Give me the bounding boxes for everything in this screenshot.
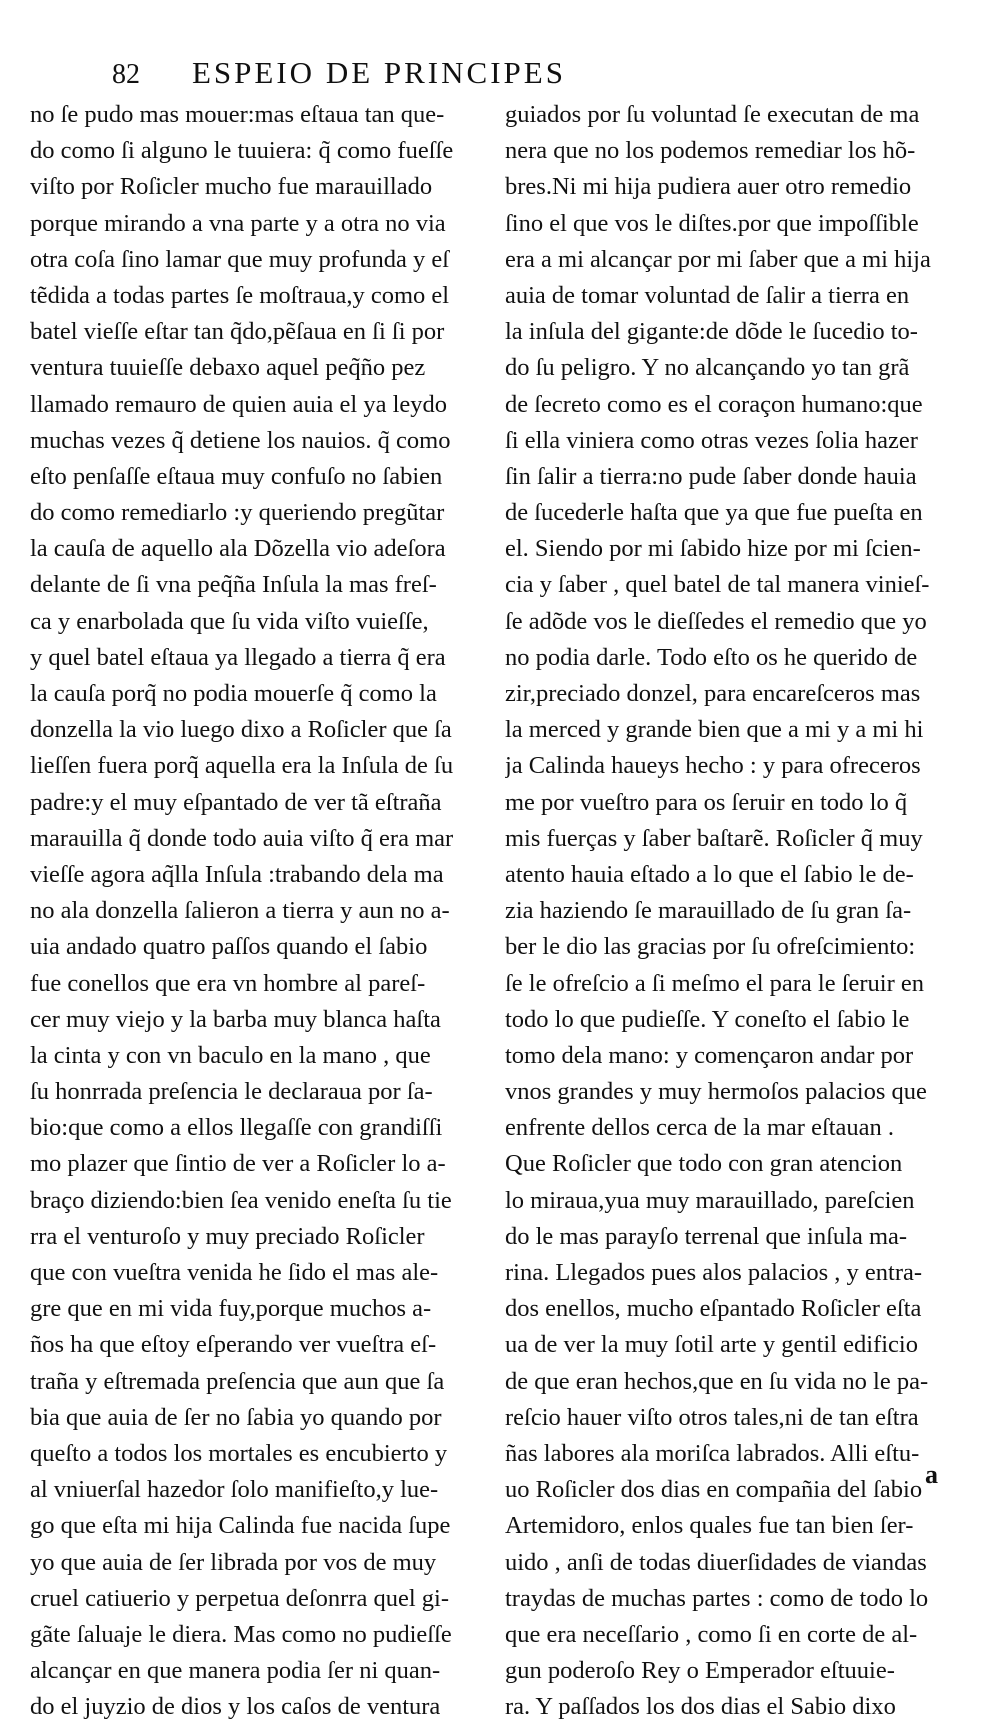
text-line: me por vueſtro para os ſeruir en todo lo q̃ (505, 788, 908, 816)
text-line: ra. Y paſſados los dos dias el Sabio dixo (505, 1693, 896, 1721)
text-line: braço diziendo:bien ſea venido eneſta ſu tie (30, 1186, 452, 1214)
text-line: atento hauia eſtado a lo que el ſabio le de- (505, 860, 914, 888)
text-line: era a mi alcançar por mi ſaber que a mi hija (505, 245, 931, 273)
text-line: porque mirando a vna parte y a otra no via (30, 209, 446, 237)
text-line: de que eran hechos,que en ſu vida no le pa- (505, 1367, 929, 1395)
text-line: de ſecreto como es el coraçon humano:que (505, 390, 923, 418)
text-line: mis fuerças y ſaber baſtarẽ. Roſicler q̃ muy (505, 824, 923, 852)
text-line: guiados por ſu voluntad ſe executan de ma (505, 101, 920, 128)
text-line: enfrente dellos cerca de la mar eſtauan . (505, 1114, 895, 1142)
text-line: de ſucederle haſta que ya que fue pueſta en (505, 499, 923, 527)
text-line: gun poderoſo Rey o Emperador eſtuuie- (505, 1657, 895, 1685)
text-line: marauilla q̃ donde todo auia viſto q̃ era mar (30, 824, 454, 852)
text-line: que con vueſtra venida he ſido el mas ale- (30, 1259, 439, 1286)
text-line: ua de ver la muy ſotil arte y gentil edificio (505, 1331, 918, 1359)
text-line: ja Calinda haueys hecho : y para ofreceros (505, 752, 921, 780)
text-line: gãte ſaluaje le diera. Mas como no pudieſſe (30, 1620, 452, 1648)
text-line: ventura tuuieſſe debaxo aquel peq̃ño pez (30, 354, 426, 382)
left-text-column (30, 97, 477, 1725)
text-line: y quel batel eſtaua ya llegado a tierra q̃ era (30, 643, 446, 671)
text-line: alcançar en que manera podia ſer ni quan- (30, 1657, 441, 1685)
text-line: zir,preciado donzel, para encareſceros mas (505, 680, 921, 707)
text-line: queſto a todos los mortales es encubierto y (30, 1439, 448, 1467)
text-line: do como remediarlo :y queriendo pregũtar (30, 499, 445, 527)
text-line: otra coſa ſino lamar que muy profunda y eſ (30, 245, 450, 273)
text-line: traydas de muchas partes : como de todo lo (505, 1584, 929, 1612)
text-line: todo lo que pudieſſe. Y coneſto el ſabio le (505, 1005, 910, 1033)
text-line: ſe le ofreſcio a ſi meſmo el para le ſeruir en (505, 969, 925, 997)
text-line: reſcio hauer viſto otros tales,ni de tan eſtra (505, 1403, 919, 1431)
text-line: al vniuerſal hazedor ſolo manifieſto,y lue- (30, 1476, 439, 1504)
text-line: tẽdida a todas partes ſe moſtraua,y como el (30, 281, 450, 309)
text-line: rina. Llegados pues alos palacios , y entra- (505, 1259, 923, 1286)
text-line: fue conellos que era vn hombre al pareſ- (30, 969, 426, 997)
text-line: go que eſta mi hija Calinda fue nacida ſupe (30, 1512, 451, 1540)
text-line: mo plazer que ſintio de ver a Roſicler lo a- (30, 1150, 446, 1178)
text-line: ſino el que vos le diſtes.por que impoſſible (505, 209, 919, 237)
text-line: bres.Ni mi hija pudiera auer otro remedio (505, 173, 912, 201)
text-line: no podia darle. Todo eſto os he querido de (505, 643, 918, 671)
text-line: la inſula del gigante:de dõde le ſucedio to- (505, 318, 918, 346)
running-title: ESPEIO DE PRINCIPES (192, 55, 566, 90)
text-line: gre que en mi vida fuy,porque muchos a- (30, 1295, 432, 1323)
text-line: ños ha que eſtoy eſperando ver vueſtra eſ- (30, 1331, 437, 1359)
text-line: do ſu peligro. Y no alcançando yo tan grã (505, 354, 910, 382)
text-line: padre:y el muy eſpantado de ver tã eſtraña (30, 788, 442, 816)
page-header (95, 55, 705, 95)
text-line: la cauſa porq̃ no podia mouerſe q̃ como la (30, 680, 437, 707)
text-line: ſi ella viniera como otras vezes ſolia hazer (505, 426, 918, 454)
text-line: la merced y grande bien que a mi y a mi hi (505, 716, 924, 744)
text-line: que era neceſſario , como ſi en corte de al- (505, 1620, 918, 1648)
text-line: donzella la vio luego dixo a Roſicler que ſa (30, 716, 452, 744)
text-line: no ala donzella ſalieron a tierra y aun no a- (30, 897, 450, 925)
text-line: no ſe pudo mas mouer:mas eſtaua tan que- (30, 101, 445, 128)
text-line: cer muy viejo y la barba muy blanca haſta (30, 1005, 441, 1033)
text-line: batel vieſſe eſtar tan q̃do,pẽſaua en ſi ſi por (30, 318, 445, 346)
text-line: do como ſi alguno le tuuiera: q̃ como fueſſe (30, 137, 454, 165)
text-line: ſin ſalir a tierra:no pude ſaber donde hauia (505, 462, 917, 490)
text-line: traña y eſtremada preſencia que aun que ſa (30, 1367, 445, 1395)
text-line: auia de tomar voluntad de ſalir a tierra en (505, 281, 910, 309)
text-line: la cauſa de aquello ala Dõzella vio adeſora (30, 535, 446, 563)
text-line: Artemidoro, enlos quales fue tan bien ſer- (505, 1512, 914, 1540)
text-line: ñas labores ala moriſca labrados. Alli eſtu- (505, 1439, 920, 1467)
text-line: ſe adõde vos le dieſſedes el remedio que yo (505, 607, 927, 635)
text-line: yo que auia de ſer librada por vos de muy (30, 1548, 437, 1576)
text-line: do el juyzio de dios y los caſos de ventura (30, 1693, 441, 1721)
text-line: bia que auia de ſer no ſabia yo quando por (30, 1403, 442, 1431)
text-line: dos enellos, mucho eſpantado Roſicler eſta (505, 1295, 922, 1323)
text-line: vieſſe agora aq̃lla Inſula :trabando dela ma (30, 860, 444, 888)
text-line: tomo dela mano: y començaron andar por (505, 1041, 914, 1069)
text-line: rra el venturoſo y muy preciado Roſicler (30, 1222, 425, 1250)
text-line: delante de ſi vna peq̃ña Inſula la mas freſ- (30, 571, 437, 599)
text-line: el. Siendo por mi ſabido hize por mi ſcien- (505, 535, 921, 563)
text-line: zia haziendo ſe marauillado de ſu gran ſa- (505, 897, 912, 925)
text-line: ſu honrrada preſencia le declaraua por ſa- (30, 1078, 433, 1106)
text-line: muchas vezes q̃ detiene los nauios. q̃ como (30, 426, 451, 454)
text-line: ber le dio las gracias por ſu ofreſcimiento: (505, 933, 916, 961)
text-line: uo Roſicler dos dias en compañia del ſabio (505, 1476, 923, 1504)
text-line: cruel catiuerio y perpetua deſonrra quel gi- (30, 1584, 450, 1612)
text-line: nera que no los podemos remediar los hõ- (505, 137, 916, 165)
text-line: llamado remauro de quien auia el ya leydo (30, 390, 448, 418)
text-line: bio:que como a ellos llegaſſe con grandiſſi (30, 1114, 443, 1142)
text-line: eſto penſaſſe eſtaua muy confuſo no ſabien (30, 462, 443, 490)
text-line: vnos grandes y muy hermoſos palacios que (505, 1078, 927, 1106)
text-line: ca y enarbolada que ſu vida viſto vuieſſe, (30, 607, 429, 635)
text-line: uia andado quatro paſſos quando el ſabio (30, 933, 428, 961)
text-line: lieſſen fuera porq̃ aquella era la Inſula de ſu (30, 752, 454, 780)
text-line: la cinta y con vn baculo en la mano , que (30, 1041, 431, 1069)
text-line: lo miraua,yua muy marauillado, pareſcien (505, 1186, 915, 1214)
text-line: Que Roſicler que todo con gran atencion (505, 1150, 903, 1178)
text-line: cia y ſaber , quel batel de tal manera vinieſ- (505, 571, 930, 599)
right-text-column (505, 97, 952, 1725)
text-line: do le mas parayſo terrenal que inſula ma- (505, 1222, 908, 1250)
catchword: a (925, 1460, 938, 1489)
text-line: viſto por Roſicler mucho fue marauillado (30, 173, 433, 201)
page-number: 82 (112, 59, 140, 90)
text-line: uido , anſi de todas diuerſidades de viandas (505, 1548, 927, 1576)
